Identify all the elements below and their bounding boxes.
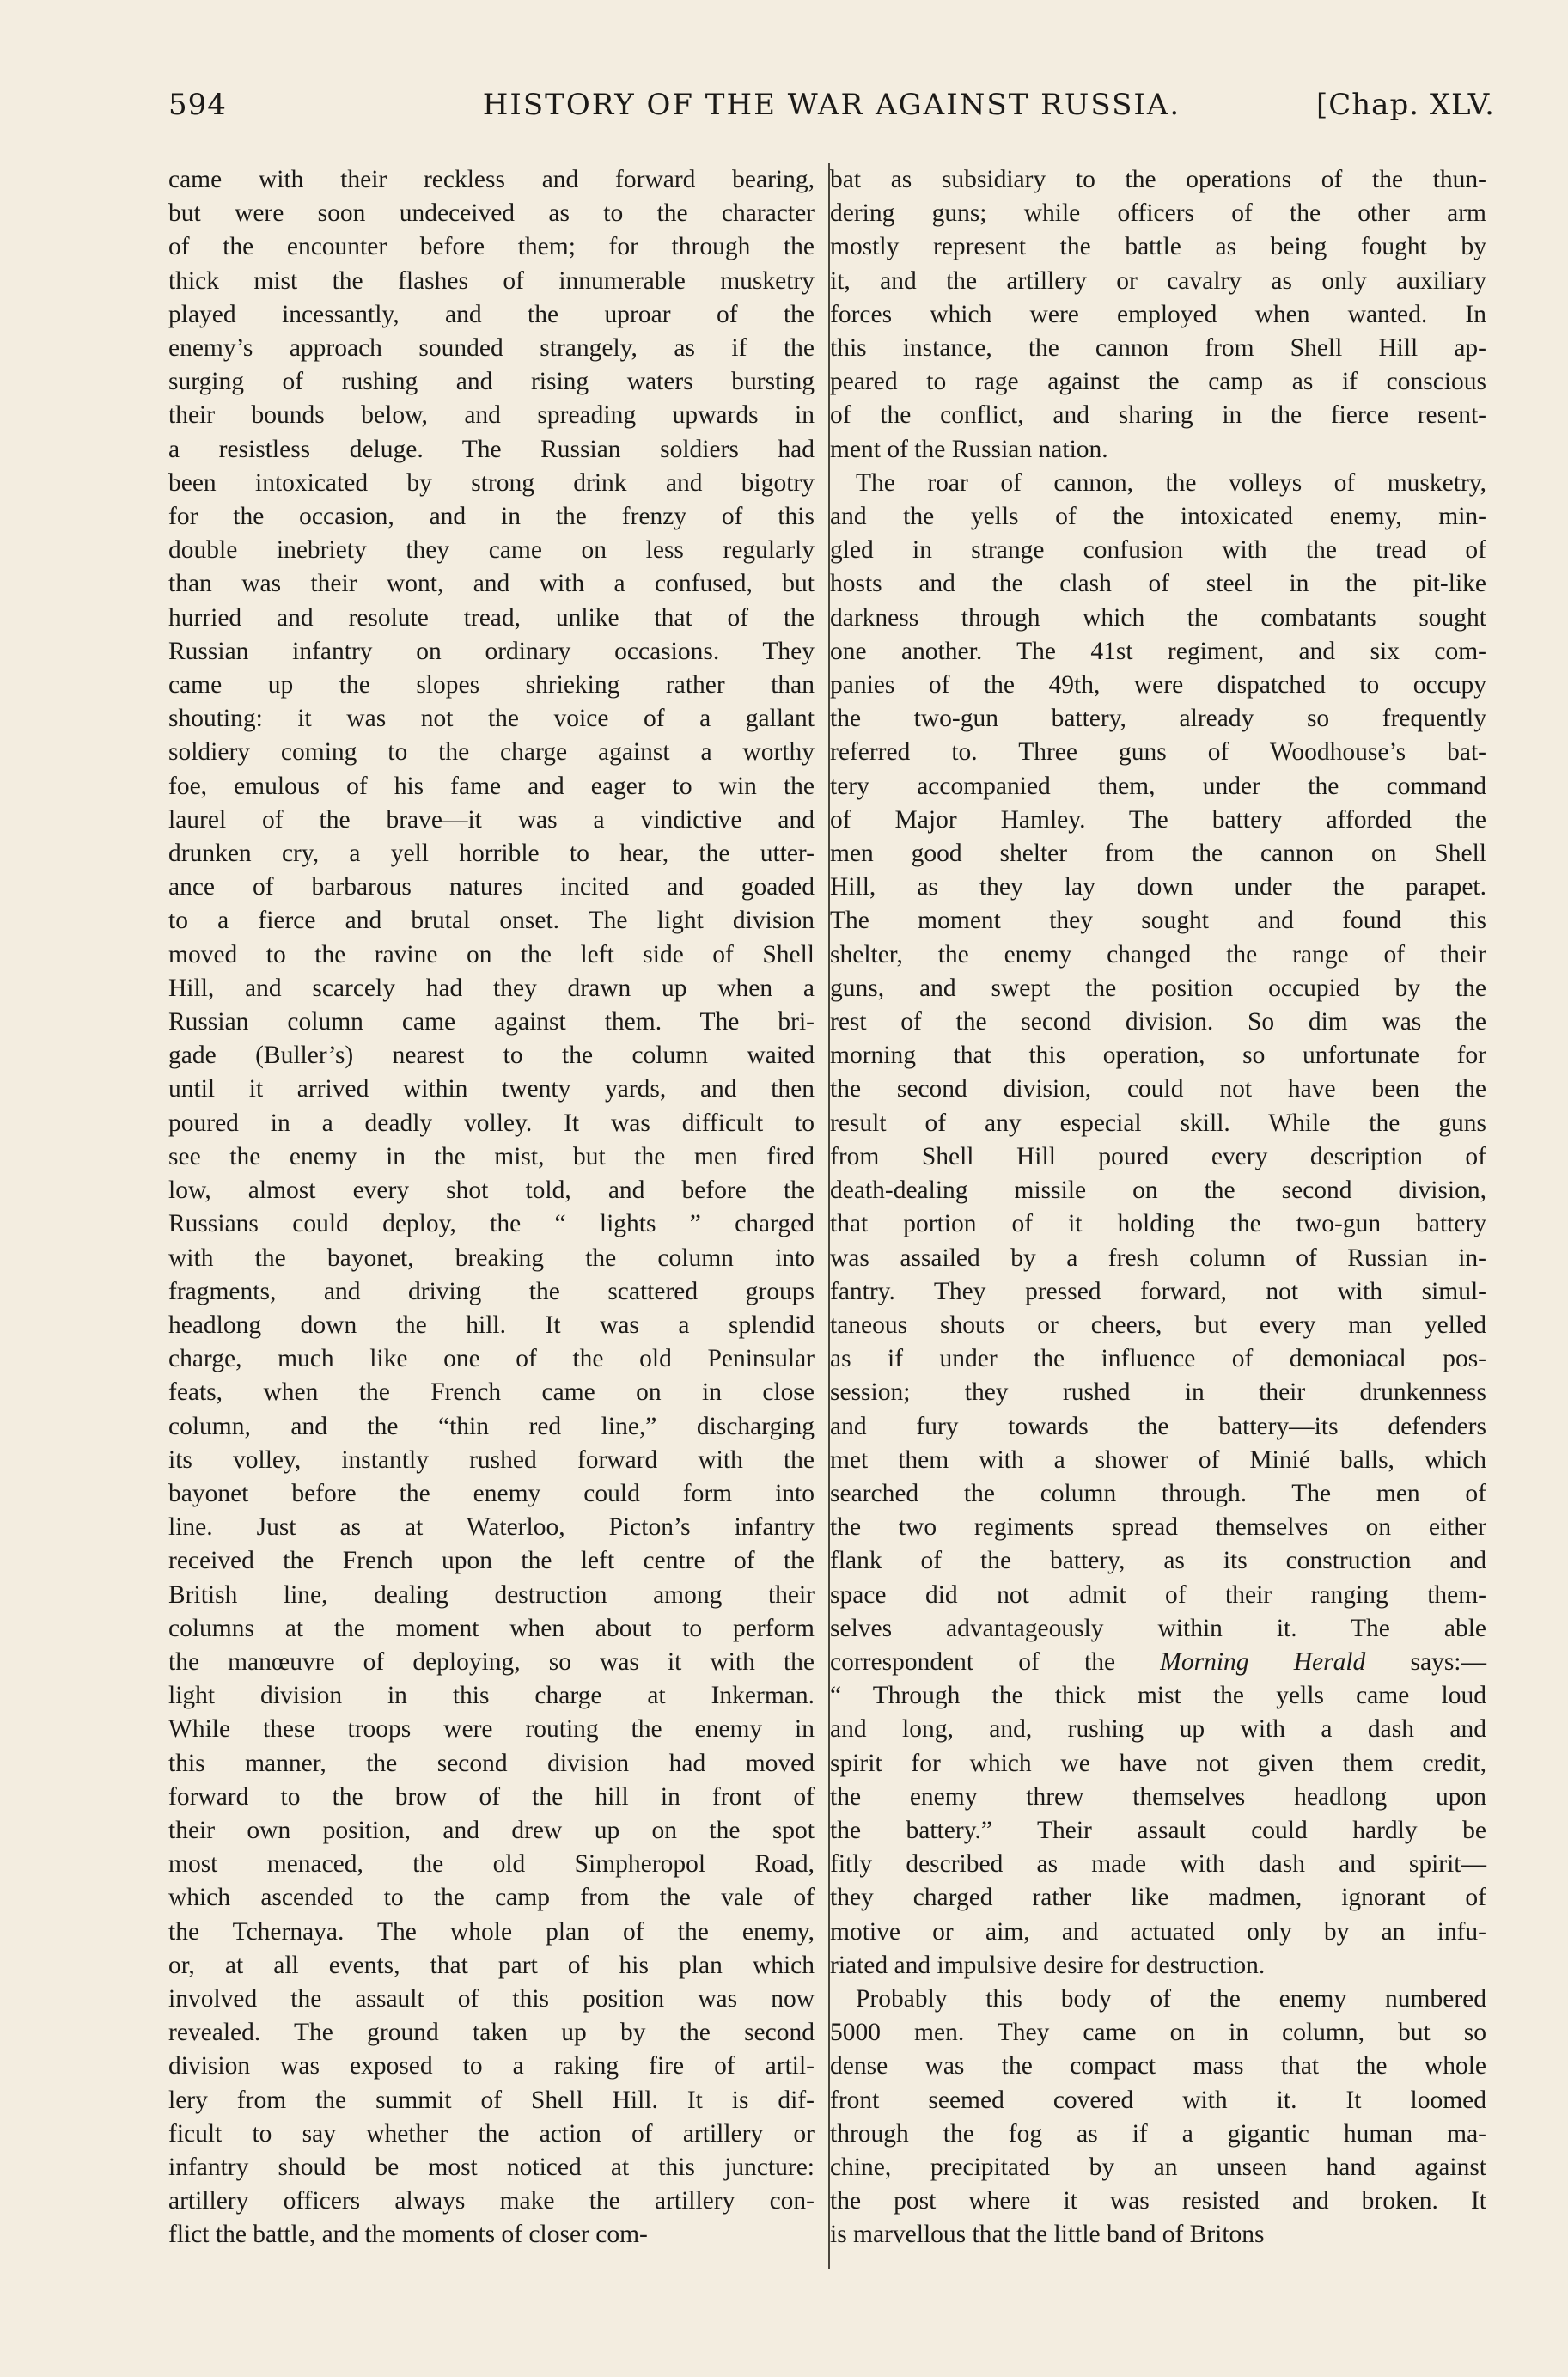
- text-line: double inebriety they came on less regularly: [168, 536, 815, 565]
- text-line: bat as subsidiary to the operations of the thun-: [830, 166, 1486, 193]
- text-line: artillery officers always make the artillery con-: [168, 2187, 815, 2215]
- text-line: morning that this operation, so unfortunate for: [830, 1042, 1486, 1070]
- page-header: [168, 88, 1495, 136]
- text-line: Russians could deploy, the “ lights ” charged: [168, 1210, 815, 1238]
- text-line: session; they rushed in their drunkenness: [830, 1378, 1486, 1407]
- text-line: that portion of it holding the two-gun battery: [830, 1210, 1486, 1238]
- text-line: lery from the summit of Shell Hill. It is dif-: [168, 2086, 815, 2114]
- text-line: “ Through the thick mist the yells came loud: [830, 1682, 1486, 1710]
- text-line: Russian column came against them. The bri-: [168, 1008, 815, 1036]
- text-line: shouting: it was not the voice of a gallant: [168, 705, 815, 733]
- text-line: ance of barbarous natures incited and goaded: [168, 873, 815, 901]
- text-line: surging of rushing and rising waters bursting: [168, 368, 815, 396]
- text-line: Hill, and scarcely had they drawn up when a: [168, 974, 815, 1002]
- text-line: and long, and, rushing up with a dash and: [830, 1715, 1486, 1744]
- text-line: feats, when the French came on in close: [168, 1378, 815, 1407]
- text-line: than was their wont, and with a confused, but: [168, 570, 815, 598]
- text-line: referred to. Three guns of Woodhouse’s bat-: [830, 738, 1486, 767]
- text-line: through the fog as if a gigantic human ma-: [830, 2119, 1486, 2148]
- text-line: was assailed by a fresh column of Russian in-: [830, 1243, 1486, 1272]
- text-line: dering guns; while officers of the other arm: [830, 199, 1486, 228]
- text-line: spirit for which we have not given them credit,: [830, 1749, 1486, 1777]
- text-line: The moment they sought and found this: [830, 907, 1486, 935]
- text-line: fragments, and driving the scattered groups: [168, 1277, 815, 1305]
- text-line: riated and impulsive desire for destruction.: [830, 1951, 1266, 1979]
- text-line: panies of the 49th, were dispatched to occupy: [830, 671, 1486, 700]
- text-line: hosts and the clash of steel in the pit-like: [830, 570, 1486, 598]
- text-line: of the conflict, and sharing in the fierce resent-: [830, 401, 1486, 430]
- text-line: their bounds below, and spreading upwards in: [168, 401, 815, 430]
- text-line: peared to rage against the camp as if conscious: [830, 368, 1486, 396]
- text-line: their own position, and drew up on the spot: [168, 1816, 815, 1844]
- text-line: from Shell Hill poured every description of: [830, 1142, 1486, 1170]
- text-line: and the yells of the intoxicated enemy, min-: [830, 503, 1486, 531]
- text-line: this instance, the cannon from Shell Hill ap-: [830, 334, 1486, 363]
- text-line: gled in strange confusion with the tread of: [830, 536, 1486, 565]
- text-body: [168, 163, 1495, 2312]
- text-line: fantry. They pressed forward, not with simul-: [830, 1277, 1486, 1305]
- text-line: forward to the brow of the hill in front of: [168, 1782, 815, 1811]
- text-line: to a fierce and brutal onset. The light division: [168, 907, 815, 935]
- text-line: until it arrived within twenty yards, and then: [168, 1075, 815, 1103]
- text-line: and fury towards the battery—its defenders: [830, 1412, 1486, 1440]
- text-line: division was exposed to a raking fire of artil-: [168, 2052, 815, 2081]
- text-line: the manœuvre of deploying, so was it with the: [168, 1647, 815, 1676]
- text-line: hurried and resolute tread, unlike that of the: [168, 603, 815, 632]
- text-line: ment of the Russian nation.: [830, 435, 1108, 463]
- text-line: as if under the influence of demoniacal pos-: [830, 1345, 1486, 1373]
- text-line: Russian infantry on ordinary occasions. They: [168, 637, 815, 665]
- text-line: one another. The 41st regiment, and six com-: [830, 637, 1486, 665]
- text-line: poured in a deadly volley. It was difficult to: [168, 1109, 815, 1137]
- text-line: line. Just as at Waterloo, Picton’s infantry: [168, 1513, 815, 1542]
- text-line: the second division, could not have been the: [830, 1075, 1486, 1103]
- text-line: charge, much like one of the old Peninsular: [168, 1345, 815, 1373]
- text-line: most menaced, the old Simpheropol Road,: [168, 1850, 815, 1879]
- text-line: British line, dealing destruction among their: [168, 1580, 815, 1609]
- text-line: Hill, as they lay down under the parapet.: [830, 873, 1486, 901]
- text-line: ficult to say whether the action of artillery or: [168, 2119, 815, 2148]
- text-line: soldiery coming to the charge against a worthy: [168, 738, 815, 767]
- text-line: or, at all events, that part of his plan which: [168, 1951, 815, 1979]
- text-line: enemy’s approach sounded strangely, as if the: [168, 334, 815, 363]
- text-line: of Major Hamley. The battery afforded the: [830, 805, 1486, 834]
- text-line: low, almost every shot told, and before the: [168, 1176, 815, 1205]
- text-line: correspondent of the Morning Herald says:—: [830, 1647, 1487, 1676]
- text-line: light division in this charge at Inkerman.: [168, 1682, 815, 1710]
- text-line: foe, emulous of his fame and eager to win the: [168, 772, 815, 800]
- text-line: result of any especial skill. While the guns: [830, 1109, 1486, 1137]
- text-line: which ascended to the camp from the vale of: [168, 1884, 815, 1912]
- text-line: with the bayonet, breaking the column into: [168, 1243, 815, 1272]
- text-line: this manner, the second division had moved: [168, 1749, 815, 1777]
- text-line: received the French upon the left centre of the: [168, 1547, 815, 1575]
- text-line: flank of the battery, as its construction and: [830, 1547, 1486, 1575]
- text-line: front seemed covered with it. It loomed: [830, 2086, 1486, 2114]
- text-line: came with their reckless and forward bearing,: [168, 166, 815, 193]
- chapter-reference: [Chap. XLV.: [1316, 88, 1495, 122]
- text-line: tery accompanied them, under the command: [830, 772, 1486, 800]
- text-line: its volley, instantly rushed forward with the: [168, 1445, 815, 1474]
- page-number: 594: [168, 88, 227, 122]
- text-line: 5000 men. They came on in column, but so: [830, 2019, 1486, 2047]
- text-line: searched the column through. The men of: [830, 1479, 1486, 1507]
- text-line: death-dealing missile on the second division,: [830, 1176, 1486, 1205]
- text-line: dense was the compact mass that the whole: [830, 2052, 1486, 2081]
- text-line: the post where it was resisted and broken. It: [830, 2187, 1486, 2215]
- text-line: see the enemy in the mist, but the men fired: [168, 1142, 815, 1170]
- text-line: moved to the ravine on the left side of Shell: [168, 940, 815, 969]
- text-line: came up the slopes shrieking rather than: [168, 671, 815, 700]
- text-line: forces which were employed when wanted. In: [830, 300, 1486, 328]
- text-line: drunken cry, a yell horrible to hear, the utter-: [168, 840, 815, 868]
- text-line: mostly represent the battle as being fought by: [830, 233, 1486, 261]
- text-line: shelter, the enemy changed the range of their: [830, 940, 1486, 969]
- text-line: been intoxicated by strong drink and bigotry: [168, 468, 815, 497]
- text-line: laurel of the brave—it was a vindictive and: [168, 805, 815, 834]
- text-line: thick mist the flashes of innumerable musketry: [168, 266, 815, 295]
- text-line: men good shelter from the cannon on Shell: [830, 840, 1486, 868]
- text-line: is marvellous that the little band of Britons: [830, 2221, 1265, 2249]
- text-line: the enemy threw themselves headlong upon: [830, 1782, 1486, 1811]
- text-line: of the encounter before them; for through the: [168, 233, 815, 261]
- text-line: motive or aim, and actuated only by an infu-: [830, 1917, 1486, 1946]
- running-title: HISTORY OF THE WAR AGAINST RUSSIA.: [482, 88, 1181, 122]
- text-line: rest of the second division. So dim was the: [830, 1008, 1486, 1036]
- text-line: bayonet before the enemy could form into: [168, 1479, 815, 1507]
- text-line: involved the assault of this position was now: [168, 1984, 815, 2013]
- text-line: columns at the moment when about to perform: [168, 1614, 815, 1642]
- text-line: the two regiments spread themselves on either: [830, 1513, 1486, 1542]
- text-line: The roar of cannon, the volleys of musketry,: [856, 468, 1486, 497]
- text-line: taneous shouts or cheers, but every man yelled: [830, 1311, 1486, 1339]
- text-line: infantry should be most noticed at this juncture:: [168, 2153, 815, 2181]
- text-line: revealed. The ground taken up by the second: [168, 2019, 815, 2047]
- text-line: flict the battle, and the moments of closer com-: [168, 2221, 648, 2249]
- text-line: column, and the “thin red line,” discharging: [168, 1412, 815, 1440]
- text-line: it, and the artillery or cavalry as only auxiliary: [830, 266, 1486, 295]
- text-line: the Tchernaya. The whole plan of the enemy,: [168, 1917, 815, 1946]
- text-line: the two-gun battery, already so frequently: [830, 705, 1486, 733]
- text-line: the battery.” Their assault could hardly be: [830, 1816, 1486, 1844]
- text-line: gade (Buller’s) nearest to the column waited: [168, 1042, 815, 1070]
- right-column: [830, 163, 1486, 2252]
- text-line: space did not admit of their ranging them-: [830, 1580, 1486, 1609]
- text-line: met them with a shower of Minié balls, which: [830, 1445, 1486, 1474]
- text-line: Probably this body of the enemy numbered: [856, 1984, 1486, 2013]
- text-line: they charged rather like madmen, ignorant of: [830, 1884, 1486, 1912]
- text-line: While these troops were routing the enemy in: [168, 1715, 815, 1744]
- text-line: fitly described as made with dash and spirit—: [830, 1850, 1486, 1879]
- text-line: darkness through which the combatants sought: [830, 603, 1486, 632]
- text-line: for the occasion, and in the frenzy of this: [168, 503, 815, 531]
- text-line: headlong down the hill. It was a splendid: [168, 1311, 815, 1339]
- text-line: selves advantageously within it. The able: [830, 1614, 1486, 1642]
- text-line: played incessantly, and the uproar of the: [168, 300, 815, 328]
- left-column: [168, 163, 815, 2252]
- text-line: but were soon undeceived as to the character: [168, 199, 815, 228]
- text-line: guns, and swept the position occupied by the: [830, 974, 1486, 1002]
- text-line: chine, precipitated by an unseen hand against: [830, 2153, 1486, 2181]
- text-line: a resistless deluge. The Russian soldiers had: [168, 435, 815, 463]
